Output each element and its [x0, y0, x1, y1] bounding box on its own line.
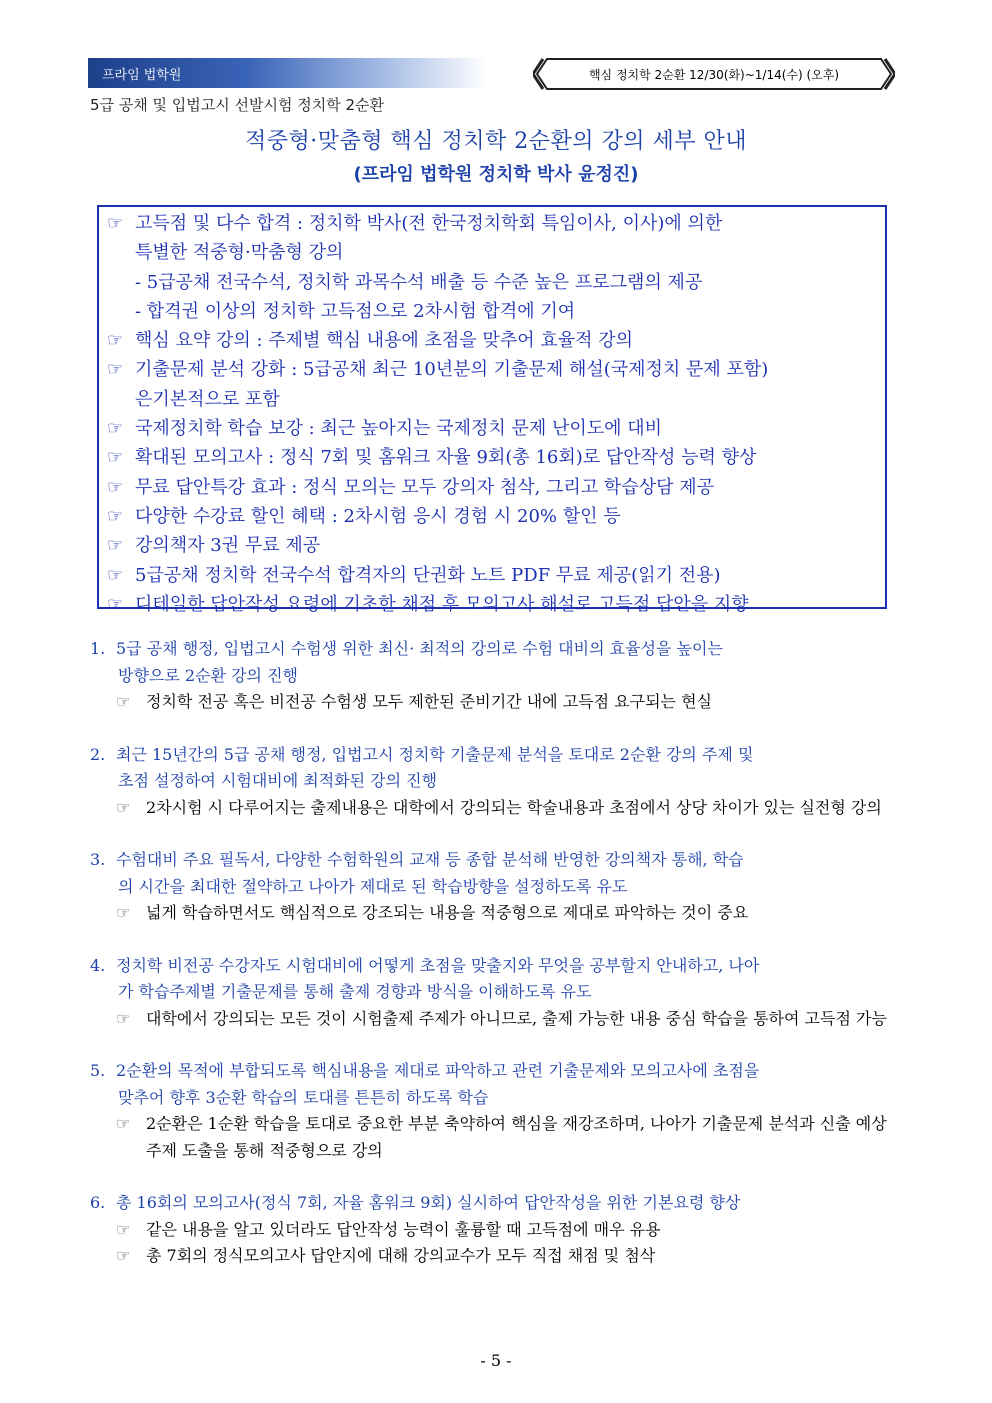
- pointing-hand-icon: ☞: [116, 692, 131, 711]
- highlight-subitem: - 5급공채 전국수석, 정치학 과목수석 배출 등 수준 높은 프로그램의 제공: [135, 271, 703, 293]
- section-note: ☞ 총 7회의 정식모의고사 답안지에 대해 강의교수가 모두 직접 채점 및 첨삭: [90, 1243, 895, 1270]
- pointing-hand-icon: ☞: [107, 593, 124, 615]
- section-5: [90, 1058, 895, 1164]
- course-tag: [533, 57, 895, 91]
- highlight-item: ☞ 디테일한 답안작성 요령에 기초한 채점 후 모의고사 해설로 고득점 답안을 지향: [107, 590, 877, 619]
- pointing-hand-icon: ☞: [116, 1008, 131, 1028]
- highlight-item: ☞ 강의책자 3권 무료 제공: [107, 531, 877, 560]
- highlight-item: ☞ 무료 답안특강 효과 : 정식 모의는 모두 강의자 첨삭, 그리고 학습상담 제공: [107, 473, 877, 502]
- section-note: ☞ 같은 내용을 알고 있더라도 답안작성 능력이 훌륭할 때 고득점에 매우 유용: [90, 1217, 895, 1244]
- pointing-hand-icon: ☞: [116, 1114, 131, 1133]
- section-heading: 2. 최근 15년간의 5급 공채 행정, 입법고시 정치학 기출문제 분석을 토대로 2순환 강의 주제 및 초점 설정하여 시험대비에 최적화된 강의 진행: [90, 744, 754, 790]
- section-3: [90, 847, 895, 927]
- pointing-hand-icon: ☞: [116, 1246, 131, 1265]
- pointing-hand-icon: ☞: [107, 359, 124, 381]
- highlight-item: ☞ 고득점 및 다수 합격 : 정치학 박사(전 한국정치학회 특임이사, 이사)에 의한: [107, 209, 877, 238]
- pointing-hand-icon: ☞: [107, 418, 124, 440]
- pointing-hand-icon: ☞: [107, 330, 124, 352]
- section-note: ☞ 정치학 전공 혹은 비전공 수험생 모두 제한된 준비기간 내에 고득점 요구되는 현실: [90, 689, 895, 716]
- academy-name: 프라임 법학원: [102, 68, 182, 83]
- section-heading: 4. 정치학 비전공 수강자도 시험대비에 어떻게 초점을 맞출지와 무엇을 공부할지 안내하고, 나아 가 학습주제별 기출문제를 통해 출제 경향과 방식을 이해하도록 유도: [90, 955, 760, 1001]
- section-note: ☞ 넓게 학습하면서도 핵심적으로 강조되는 내용을 적중형으로 제대로 파악하는 것이 중요: [90, 900, 895, 927]
- highlight-item-continuation: 은기본적으로 포함: [135, 388, 280, 410]
- pointing-hand-icon: ☞: [107, 535, 124, 557]
- section-note: ☞ 2차시험 시 다루어지는 출제내용은 대학에서 강의되는 학술내용과 초점에서 상당 차이가 있는 실전형 강의: [90, 795, 895, 822]
- pointing-hand-icon: ☞: [107, 476, 124, 498]
- highlight-item: ☞ 핵심 요약 강의 : 주제별 핵심 내용에 초점을 맞추어 효율적 강의: [107, 326, 877, 355]
- section-note: ☞ 2순환은 1순환 학습을 토대로 중요한 부분 축약하여 핵심을 재강조하며, 나아가 기출문제 분석과 신출 예상주제 도출을 통해 적중형으로 강의: [90, 1111, 895, 1164]
- course-tag-label: 핵심 정치학 2순환 12/30(화)~1/14(수) (오후): [588, 68, 840, 82]
- page-subtitle: (프라임 법학원 정치학 박사 윤정진): [353, 164, 639, 185]
- page-title: 적중형·맞춤형 핵심 정치학 2순환의 강의 세부 안내: [245, 129, 747, 154]
- section-1: [90, 636, 895, 716]
- highlight-item: ☞ 다양한 수강료 할인 혜택 : 2차시험 응시 경험 시 20% 할인 등: [107, 502, 877, 531]
- series-label: 5급 공채 및 입법고시 선발시험 정치학 2순환: [90, 96, 385, 114]
- pointing-hand-icon: ☞: [107, 505, 124, 527]
- pointing-hand-icon: ☞: [107, 213, 124, 234]
- highlight-item: ☞ 국제정치학 학습 보강 : 최근 높아지는 국제정치 문제 난이도에 대비: [107, 414, 877, 443]
- section-4: [90, 953, 895, 1033]
- academy-header-bar: [88, 58, 488, 88]
- page-number: - 5 -: [480, 1351, 512, 1370]
- pointing-hand-icon: ☞: [116, 1219, 131, 1239]
- section-heading: 3. 수험대비 주요 필독서, 다양한 수험학원의 교재 등 종합 분석해 반영한 강의책자 통해, 학습 의 시간을 최대한 절약하고 나아가 제대로 된 학습방향을 설정하도록 유도: [90, 850, 744, 896]
- highlight-item: ☞ 확대된 모의고사 : 정식 7회 및 홈워크 자율 9회(총 16회)로 답안작성 능력 향상: [107, 443, 877, 472]
- highlight-item-continuation: 특별한 적중형·막춤형 강의: [135, 242, 344, 264]
- section-heading: 6. 총 16회의 모의고사(정식 7회, 자율 홈워크 9회) 실시하여 답안작성을 위한 기본요령 향상: [90, 1193, 741, 1212]
- pointing-hand-icon: ☞: [116, 903, 131, 922]
- section-heading: 5. 2순환의 목적에 부합되도록 핵심내용을 제대로 파악하고 관련 기출문제와 모의고사에 초점을 맞추어 향후 3순환 학습의 토대를 튼튼히 하도록 학습: [90, 1061, 760, 1107]
- highlight-item: ☞ 기출문제 분석 강화 : 5급공채 최근 10년분의 기출문제 해설(국제정치 문제 포함): [107, 355, 877, 384]
- section-heading: 1. 5급 공채 행정, 입법고시 수험생 위한 최신· 최적의 강의로 수험 대비의 효율성을 높이는 방향으로 2순환 강의 진행: [90, 639, 723, 685]
- pointing-hand-icon: ☞: [107, 564, 124, 586]
- highlight-subitem: - 합격권 이상의 정치학 고득점으로 2차시험 합격에 기여: [135, 300, 576, 322]
- section-6: [90, 1190, 895, 1270]
- highlight-item: ☞ 5급공채 정치학 전국수석 합격자의 단권화 노트 PDF 무료 제공(읽기 전용): [107, 561, 877, 590]
- pointing-hand-icon: ☞: [116, 797, 131, 817]
- sections-list: [90, 636, 895, 1296]
- pointing-hand-icon: ☞: [107, 447, 124, 469]
- highlights-box: [97, 205, 887, 615]
- section-2: [90, 742, 895, 822]
- section-note: ☞ 대학에서 강의되는 모든 것이 시험출제 주제가 아니므로, 출제 가능한 내용 중심 학습을 통하여 고득점 가능: [90, 1006, 895, 1033]
